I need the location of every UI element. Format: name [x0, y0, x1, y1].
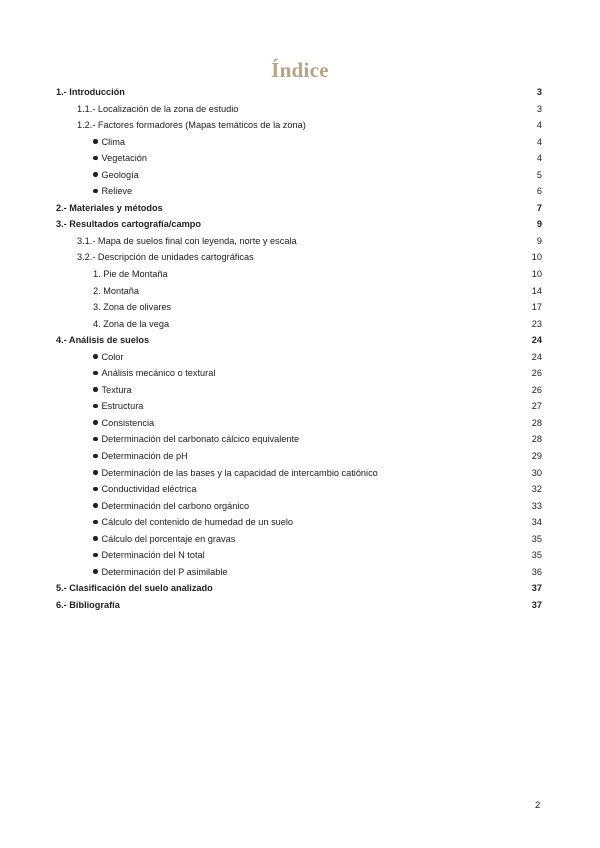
toc-entry-text: Cálculo del contenido de humedad de un suelo [101, 517, 294, 528]
bullet-icon [93, 520, 98, 525]
toc-entry-text: 6.- Bibliografía [56, 599, 120, 610]
toc-entry-title [56, 514, 512, 531]
toc-entry-page: 34 [531, 517, 542, 528]
toc-entry-title [56, 101, 512, 118]
toc-entry-text: Determinación del N total [101, 550, 205, 561]
toc-entry-text: Análisis mecánico o textural [101, 368, 216, 379]
toc-entry-page: 37 [531, 583, 542, 594]
bullet-icon [93, 189, 98, 194]
toc-entry-text: Conductividad eléctrica [101, 484, 197, 495]
toc-entry[interactable] [56, 514, 542, 531]
table-of-contents [56, 84, 542, 614]
bullet-icon [93, 354, 98, 359]
toc-entry-text: Consistencia [101, 417, 155, 428]
toc-entry-title [56, 531, 512, 548]
toc-entry[interactable] [56, 398, 542, 415]
toc-entry-title [56, 183, 512, 200]
toc-entry-text: Relieve [101, 186, 133, 197]
bullet-icon [93, 437, 98, 442]
toc-entry-page: 9 [536, 235, 542, 246]
bullet-icon [93, 454, 98, 459]
toc-entry[interactable] [56, 415, 542, 432]
toc-entry-page: 4 [536, 153, 542, 164]
toc-entry-page: 3 [536, 103, 542, 114]
toc-entry-title [56, 299, 512, 316]
bullet-icon [93, 553, 98, 558]
toc-entry-text: Clima [101, 136, 125, 147]
toc-entry-text: Color [101, 351, 124, 362]
toc-entry-page: 24 [531, 351, 542, 362]
toc-entry-title [56, 382, 512, 399]
toc-entry-title [56, 498, 512, 515]
toc-entry-title [56, 448, 512, 465]
toc-entry-title [56, 365, 512, 382]
toc-entry-page: 6 [536, 186, 542, 197]
toc-entry-page: 26 [531, 368, 542, 379]
toc-entry[interactable] [56, 465, 542, 482]
toc-entry-page: 4 [536, 136, 542, 147]
toc-entry-title [56, 200, 512, 217]
toc-entry-text: Vegetación [101, 153, 147, 164]
toc-entry-title [56, 481, 512, 498]
toc-entry-title [56, 216, 512, 233]
toc-entry[interactable] [56, 167, 542, 184]
toc-entry-title [56, 597, 512, 614]
toc-entry-page: 10 [531, 252, 542, 263]
toc-entry-page: 5 [536, 169, 542, 180]
toc-entry-title [56, 283, 512, 300]
toc-entry-page: 30 [531, 467, 542, 478]
toc-entry[interactable] [56, 117, 542, 134]
toc-entry-title [56, 564, 512, 581]
toc-entry-page: 7 [536, 202, 542, 213]
bullet-icon [93, 387, 98, 392]
toc-entry-title [56, 580, 512, 597]
toc-entry-text: 2.- Materiales y métodos [56, 202, 163, 213]
toc-entry-title [56, 150, 512, 167]
toc-entry[interactable] [56, 597, 542, 614]
toc-entry[interactable] [56, 216, 542, 233]
toc-entry[interactable] [56, 382, 542, 399]
toc-entry-title [56, 84, 512, 101]
toc-entry[interactable] [56, 531, 542, 548]
bullet-icon [93, 172, 98, 177]
toc-entry-page: 35 [531, 550, 542, 561]
toc-entry[interactable] [56, 349, 542, 366]
toc-entry-title [56, 431, 512, 448]
toc-entry[interactable] [56, 547, 542, 564]
toc-entry-text: Textura [101, 384, 132, 395]
toc-entry[interactable] [56, 431, 542, 448]
toc-entry[interactable] [56, 299, 542, 316]
bullet-icon [93, 487, 98, 492]
bullet-icon [93, 404, 98, 409]
toc-entry[interactable] [56, 283, 542, 300]
toc-entry[interactable] [56, 150, 542, 167]
bullet-icon [93, 503, 98, 508]
toc-entry-page: 14 [531, 285, 542, 296]
toc-entry-text: Determinación de pH [101, 451, 188, 462]
toc-entry-text: Determinación del P asimilable [101, 566, 228, 577]
toc-entry-text: 4.- Análisis de suelos [56, 335, 150, 346]
toc-entry-page: 10 [531, 269, 542, 280]
toc-entry-title [56, 398, 512, 415]
toc-entry[interactable] [56, 481, 542, 498]
bullet-icon [93, 156, 98, 161]
page-title: Índice [271, 58, 329, 82]
toc-entry-page: 33 [531, 500, 542, 511]
page-number: 2 [535, 800, 541, 811]
toc-entry-page: 23 [531, 318, 542, 329]
toc-entry-text: 3.2.- Descripción de unidades cartográficas [77, 252, 254, 263]
toc-entry-text: 1.- Introducción [56, 87, 125, 97]
toc-entry[interactable] [56, 580, 542, 597]
toc-entry[interactable] [56, 564, 542, 581]
toc-entry-text: Geología [101, 169, 139, 180]
toc-entry[interactable] [56, 101, 542, 118]
toc-entry-title [56, 465, 512, 482]
toc-entry-title [56, 547, 512, 564]
toc-entry-page: 3 [536, 87, 542, 97]
toc-entry[interactable] [56, 249, 542, 266]
bullet-icon [93, 569, 98, 574]
toc-entry[interactable] [56, 134, 542, 151]
toc-entry-page: 28 [531, 434, 542, 445]
toc-entry[interactable] [56, 332, 542, 349]
toc-entry-text: 2. Montaña [93, 285, 139, 296]
bullet-icon [93, 420, 98, 425]
toc-entry-text: Estructura [101, 401, 144, 412]
toc-entry-title [56, 134, 512, 151]
toc-entry-page: 28 [531, 417, 542, 428]
toc-entry[interactable] [56, 448, 542, 465]
bullet-icon [93, 371, 98, 376]
toc-entry[interactable] [56, 365, 542, 382]
toc-entry-page: 35 [531, 533, 542, 544]
toc-entry[interactable] [56, 233, 542, 250]
bullet-icon [93, 139, 98, 144]
toc-entry-page: 24 [531, 335, 542, 346]
toc-entry-text: Cálculo del porcentaje en gravas [101, 533, 236, 544]
toc-entry-text: 5.- Clasificación del suelo analizado [56, 583, 213, 594]
toc-entry-page: 26 [531, 384, 542, 395]
toc-entry-text: 3.- Resultados cartografía/campo [56, 219, 201, 230]
toc-entry-page: 4 [536, 120, 542, 131]
toc-entry-page: 17 [531, 302, 542, 313]
toc-entry-title [56, 233, 512, 250]
toc-entry[interactable] [56, 84, 542, 101]
toc-entry-title [56, 349, 512, 366]
toc-entry-text: 1.1.- Localización de la zona de estudio [77, 103, 239, 114]
toc-entry-text: Determinación de las bases y la capacidad de intercambio catiónico [101, 467, 378, 478]
toc-entry-title [56, 249, 512, 266]
toc-entry-text: Determinación del carbonato cálcico equivalente [101, 434, 300, 445]
toc-entry-title [56, 266, 512, 283]
toc-entry[interactable] [56, 183, 542, 200]
toc-entry-title [56, 316, 512, 333]
toc-entry-page: 32 [531, 484, 542, 495]
toc-entry-page: 36 [531, 566, 542, 577]
toc-entry-page: 37 [531, 599, 542, 610]
toc-entry-text: 3. Zona de olivares [93, 302, 172, 313]
toc-entry-text: 1.2.- Factores formadores (Mapas temáticos de la zona) [77, 120, 306, 131]
toc-entry[interactable] [56, 316, 542, 333]
toc-entry-title [56, 167, 512, 184]
bullet-icon [93, 536, 98, 541]
toc-entry-page: 29 [531, 451, 542, 462]
toc-entry[interactable] [56, 200, 542, 217]
toc-entry-title [56, 117, 512, 134]
toc-entry-text: 3.1.- Mapa de suelos final con leyenda, norte y escala [77, 235, 297, 246]
toc-entry[interactable] [56, 498, 542, 515]
toc-entry-page: 27 [531, 401, 542, 412]
toc-entry-text: 4. Zona de la vega [93, 318, 170, 329]
toc-entry-title [56, 332, 512, 349]
toc-entry-text: 1. Pie de Montaña [93, 269, 168, 280]
toc-entry-title [56, 415, 512, 432]
toc-entry-page: 9 [536, 219, 542, 230]
toc-entry[interactable] [56, 266, 542, 283]
toc-entry-text: Determinación del carbono orgánico [101, 500, 250, 511]
bullet-icon [93, 470, 98, 475]
